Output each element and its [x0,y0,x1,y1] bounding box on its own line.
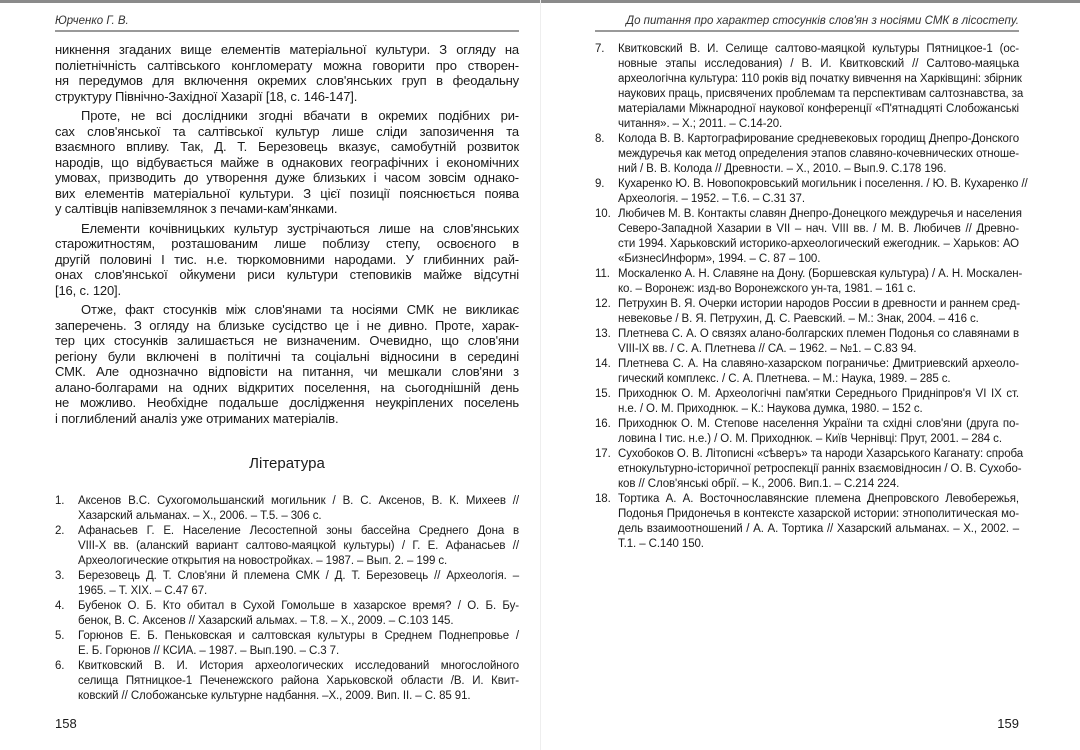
page-number: 158 [55,716,77,731]
bibliography-item [595,42,1024,132]
right-page [595,0,1028,750]
bibliography-line: Колода В. В. Картографирование средневековых городищ Днепро-Донского [618,133,1019,145]
text-line: Елементи кочівницьких культур зустрічаються лише на слов'янських [81,220,519,236]
bibliography-list [595,42,1028,552]
bibliography-number: 3. [55,570,65,582]
body-text [55,42,519,430]
bibliography-line: Любичев М. В. Контакты славян Днепро-Донецкого междуречья и населения [618,208,1022,220]
bibliography-line: VIII-X вв. (аланский вариант салтово-маяцкой культуры) / Г. Е. Афанасьев // [78,540,519,552]
page-number: 159 [997,716,1019,731]
bibliography-item [55,629,519,659]
bibliography-number: 13. [595,328,611,340]
bibliography-line: Афанасьев Г. Е. Население Лесостепной зоны бассейна Среднего Дона в [78,525,519,537]
bibliography-item [595,357,1019,387]
bibliography-line: Археологія. – 1952. – Т.6. – С.31 37. [618,193,805,205]
bibliography-item [595,297,1019,327]
bibliography-item [595,267,1023,297]
text-line: поліетнічність салтівського конгломерату можна говорити про створен- [55,57,519,73]
bibliography-line: ний / В. В. Колода // Древности. – Х., 2010. – Вып.9. С.178 196. [618,163,947,175]
bibliography-line: читання». – Х.; 2011. – С.14-20. [618,118,783,130]
text-line: взаємного впливу. Так, Д. Т. Березовець вказує, самобутній розвиток [55,139,519,154]
bibliography-number: 11. [595,268,610,280]
bibliography-number: 16. [595,418,611,430]
paragraph [55,221,519,299]
bibliography-line: Березовець Д. Т. Слов'яни й племена СМК / Д. Т. Березовець // Археологія. – [78,570,519,582]
bibliography-line: Горюнов Е. Б. Пеньковская и салтовская культуры в Среднем Поднепровье / [78,630,519,642]
text-line: старожитностям, розташованим лише поблизу степу, освоєного в [55,236,519,251]
text-line: никнення згаданих вище елементів матеріальної культури. З огляду на [55,42,519,57]
paragraph [55,42,519,104]
bibliography-line: ковский // Слобожанське культурне надбання. –Х., 2009. Вип. II. – С. 85 91. [78,690,471,702]
bibliography-line: невековье / В. Я. Петрухин, Д. С. Раевский. – М.: Знак, 2004. – 416 с. [618,313,979,325]
text-line: структуру Північно-Західної Хазарії [18, с. 146-147]. [55,88,358,104]
text-line: народів, що відбувається майже в однакових географічних і економічних [55,154,519,170]
bibliography-line: Археологические открытия на новостройках. – 1987. – Вып. 2. – 199 с. [78,555,448,567]
bibliography-line: Квитковский В. И. Селище салтово-маяцкой культуры Пятницкое-1 (ос- [618,43,1019,55]
bibliography-line: гический комплекс. / С. А. Плетнева. – М.: Наука, 1989. – 285 с. [618,373,951,385]
paragraph [55,108,519,217]
running-head: Юрченко Г. В. [55,15,519,32]
text-line: і поглиблений аналіз уже отриманих матеріалів. [55,410,339,426]
bibliography-number: 8. [595,133,605,145]
bibliography-item [55,659,519,704]
text-line: умовах, призводить до утворення дуже близьких і часом зовсім однако- [55,170,519,185]
bibliography-item [55,494,519,524]
bibliography-line: ко. – Воронеж: изд-во Воронежского ун-та, 1981. – 161 с. [618,283,916,295]
bibliography-item [595,177,1028,207]
bibliography-item [595,387,1019,417]
bibliography-item [595,492,1019,552]
text-line: не можливо. Необхідне подальше дослідження неукріплених поселень [55,395,519,410]
text-line: Проте, не всі дослідники згодні вбачати в окремих подібних ри- [81,108,519,123]
text-line: тер цих стосунків залишається не визначеним. Очевидно, що слов'яни [55,333,519,348]
bibliography-number: 17. [595,448,611,460]
bibliography-line: Плетнева С. А. На славяно-хазарском пограничье: Дмитриевский археоло- [618,358,1019,370]
bibliography-list [55,494,519,704]
bibliography-line: Приходнюк О. М. Археологічні пам'ятки Середнього Придніпров'я VI IX ст. [618,388,1019,400]
bibliography-line: междуречья как метод определения этапов славяно-кочевнических отноше- [618,148,1019,160]
bibliography-line: бенок, В. С. Аксенов // Хазарский альмах. – Т.8. – Х., 2009. – С.103 145. [78,615,454,627]
bibliography-item [595,207,1022,267]
bibliography-number: 14. [595,358,611,370]
running-head: До питання про характер стосунків слов'ян з носіями СМК в лісостепу. [595,15,1019,32]
bibliography-item [55,599,519,629]
bibliography-line: археологічна культура: 110 років від початку вивчення на Харківщині: збірник [618,73,1022,85]
text-line: СМК. Але однозначно відповісти на питання, чи мешкали слов'яни з [55,364,519,379]
literature-heading: Література [249,455,325,472]
paragraph [55,302,519,426]
bibliography-number: 15. [595,388,611,400]
bibliography-line: Петрухин В. Я. Очерки истории народов России в древности и раннем сред- [618,298,1020,310]
bibliography-line: Подонья Придонечья в контексте хазарской истории: этнополитическая мо- [618,508,1019,520]
bibliography-item [595,417,1019,447]
bibliography-number: 4. [55,600,65,612]
page-gutter [540,0,541,750]
bibliography-number: 9. [595,178,605,190]
bibliography-line: Квитковский В. И. История археологических исследований многослойного [78,660,519,672]
bibliography-line: Аксенов В.С. Сухогомольшанский могильник / В. С. Аксенов, В. К. Михеев // [78,495,519,507]
bibliography-item [55,569,519,599]
bibliography-item [55,524,519,569]
bibliography-line: Северо-Западной Хазарии в VII – нач. VIII вв. / М. В. Любичев // Древно- [618,223,1019,235]
bibliography-item [595,132,1019,177]
bibliography-line: наукових праць, присвячених проблемам та перспективам салтознавства, за [618,88,1024,100]
bibliography-line: Сухобоков О. В. Літописні «сѣверъ» та народи Хазарського Каганату: спроба [618,448,1024,460]
text-line: алано-болгарами на одних відкритих поселення, на сьогоднішній день [55,379,519,395]
text-line: онах слов'янської ойкумени риси культури степовиків майже відсутні [55,267,519,282]
text-line: сах слов'янської та салтівської культур лише сліди запозичення та [55,123,519,139]
text-line: другій половині І тис. н.е. тюркомовними народами. У глибинних рай- [55,251,519,267]
bibliography-line: етнокультурно-історичної ретроспекції ранніх взаємовідносин / О. В. Сухобо- [618,463,1022,475]
bibliography-line: Приходнюк О. М. Степове населення України та східні слов'яни (друга по- [618,418,1019,430]
bibliography-line: Бубенок О. Б. Кто обитал в Сухой Гомольше в хазарское время? / О. Б. Бу- [78,600,519,612]
bibliography-line: сти 1994. Харьковский историко-археологический ежегодник. – Харьков: АО [618,238,1019,250]
text-line: заперечень. З огляду на близьке сусідство це і не дивно. Проте, харак- [55,317,519,333]
bibliography-number: 12. [595,298,611,310]
bibliography-number: 5. [55,630,65,642]
left-page [55,0,519,750]
bibliography-line: Плетнева С. А. О связях алано-болгарских племен Подонья со славянами в [618,328,1019,340]
text-line: вих елементів матеріальної культури. З цієї позиції пояснюється поява [55,185,519,201]
bibliography-item [595,327,1019,357]
bibliography-line: Тортика А. А. Восточнославянские племена Днепровского Левобережья, [618,493,1019,505]
bibliography-line: «БизнесИнформ», 1994. – С. 87 – 100. [618,253,821,265]
bibliography-line: Хазарский альманах. – Х., 2006. – Т.5. – 306 с. [78,510,322,522]
bibliography-number: 6. [55,660,65,672]
bibliography-line: Е. Б. Горюнов // КСИА. – 1987. – Вып.190. – С.3 7. [78,645,340,657]
bibliography-line: 1965. – Т. XIX. – С.47 67. [78,585,208,597]
bibliography-number: 1. [55,495,65,507]
text-line: ня передумов для включення окремих слов'янських груп в феодальну [55,73,519,88]
bibliography-line: ков // Слов'янські обрії. – К., 2006. Вип.1. – С.214 224. [618,478,900,490]
bibliography-line: матеріалами Міжнародної наукової конференції «П'ятнадцяті Слобожанські [618,103,1019,115]
text-line: Отже, факт стосунків між слов'янами та носіями СМК не викликає [81,302,519,317]
bibliography-line: ловина І тис. н.е.) / О. М. Приходнюк. – Київ Чернівці: Прут, 2001. – 284 с. [618,433,1002,445]
bibliography-number: 7. [595,43,605,55]
bibliography-line: VIII-IX вв. / С. А. Плетнева // СА. – 1962. – №1. – С.83 94. [618,343,917,355]
bibliography-number: 2. [55,525,65,537]
bibliography-number: 10. [595,208,611,220]
text-line: [16, с. 120]. [55,282,121,298]
bibliography-line: Москаленко А. Н. Славяне на Дону. (Боршевская культура) / А. Н. Москален- [618,268,1023,280]
text-line: у салтівців напівземлянок з печами-кам'янками. [55,201,338,216]
bibliography-line: Т.1. – С.140 150. [618,538,704,550]
bibliography-item [595,447,1024,492]
bibliography-line: н.е. / О. М. Приходнюк. – К.: Наукова думка, 1980. – 152 с. [618,403,923,415]
bibliography-line: селища Пятницкое-1 Печенежского района Харьковской области /В. И. Квит- [78,675,519,687]
bibliography-line: новные этапы исследования) / В. И. Квитковский // Салтово-маяцька [618,58,1019,70]
bibliography-line: Кухаренко Ю. В. Новопокровський могильник і поселення. / Ю. В. Кухаренко // [618,178,1028,190]
text-line: регіону були включені в політичні та соціальні відносини в середині [55,348,519,364]
bibliography-line: дель взаимоотношений / А. А. Тортика // Хазарский альманах. – Х., 2002. – [618,523,1019,535]
bibliography-number: 18. [595,493,611,505]
